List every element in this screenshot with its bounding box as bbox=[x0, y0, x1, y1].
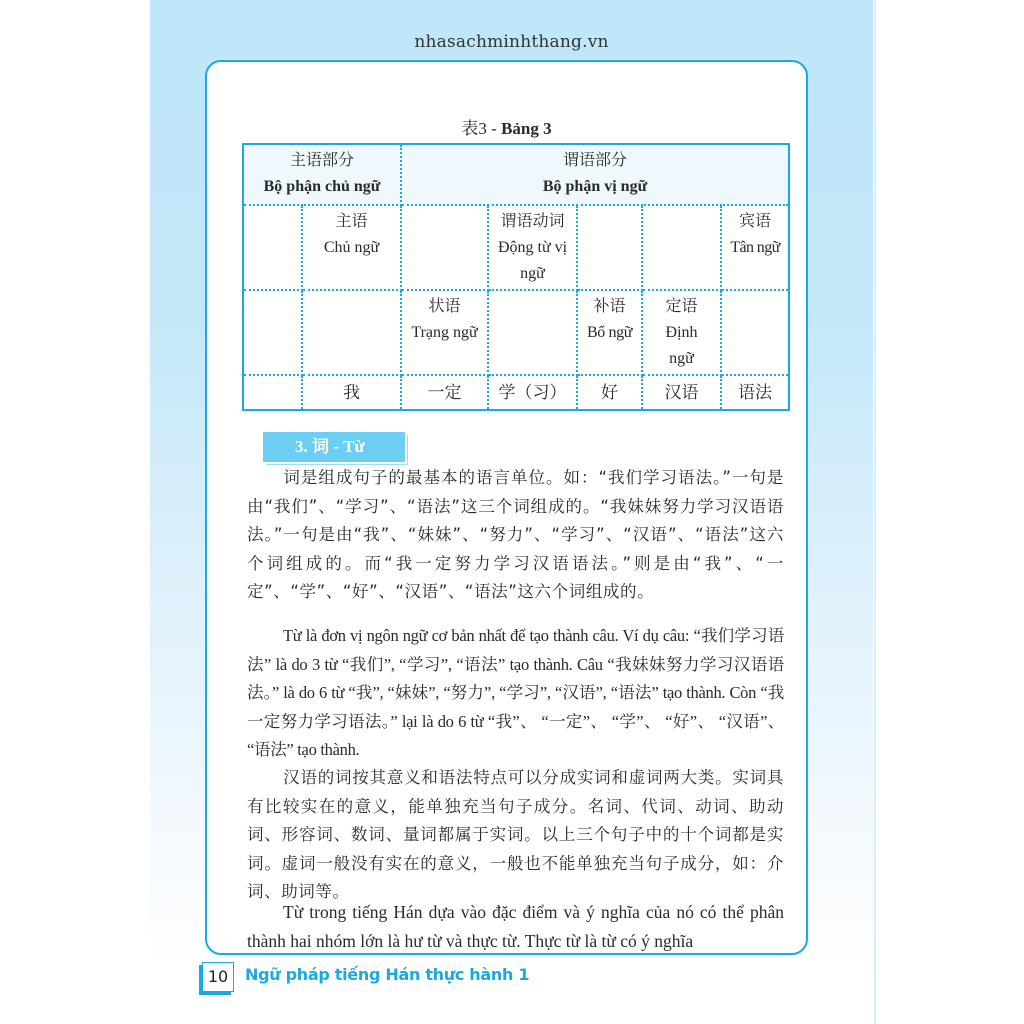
cell-vn: Tân ngữ bbox=[730, 239, 780, 256]
predicate-part-vn: Bộ phận vị ngữ bbox=[542, 178, 648, 195]
table-row-example bbox=[243, 375, 789, 410]
table-cell: 汉语 bbox=[642, 375, 721, 410]
site-url: nhasachminhthang.vn bbox=[414, 32, 609, 52]
section-heading: 3. 词 - Từ bbox=[263, 432, 405, 462]
table-cell-verb bbox=[488, 205, 577, 290]
cell-zh: 谓语动词 bbox=[500, 213, 565, 230]
paragraph-4 bbox=[247, 898, 784, 955]
predicate-part-header bbox=[401, 144, 789, 205]
table-cell: 我 bbox=[302, 375, 401, 410]
cell-zh: 状语 bbox=[428, 298, 461, 315]
table-cell bbox=[401, 205, 488, 290]
cell-vn: Định ngữ bbox=[665, 324, 698, 367]
paragraph-3-text: 汉语的词按其意义和语法特点可以分成实词和虚词两大类。实词具有比较实在的意义，能单独充当句子成分。名词、代词、动词、助动词、形容词、数词、量词都属于实词。以上三个句子中的十个词都是实词。虚词一般没有实在的意义，一般也不能单独充当句子成分，如：介词、助词等。 bbox=[247, 768, 784, 901]
cell-zh: 宾语 bbox=[739, 213, 772, 230]
table-cell bbox=[642, 205, 721, 290]
subject-part-zh: 主语部分 bbox=[290, 152, 355, 169]
paragraph-1 bbox=[247, 464, 784, 607]
table-cell bbox=[302, 290, 401, 375]
paragraph-2-text: Từ là đơn vị ngôn ngữ cơ bản nhất để tạo thành câu. Ví dụ câu: “我们学习语法” là do 3 từ “我们”, “学习”, “语法” tạo thành. Câu “我妹妹努力学习汉语语法。” là do 6 từ “我”, “妹妹”, “努力”, “学习”, “汉语”, “语法” tạo thành. Còn “我一定努力学习语法。” lại là do 6 từ “我”、 “一定”、 “学”、 “好”、 “汉语”、 “语法” tạo thành. bbox=[247, 626, 784, 759]
subject-part-header bbox=[243, 144, 401, 205]
table-cell bbox=[577, 205, 642, 290]
cell-vn: Chủ ngữ bbox=[323, 239, 380, 256]
table-caption bbox=[205, 114, 808, 139]
table-cell bbox=[243, 290, 302, 375]
table-cell-object bbox=[721, 205, 789, 290]
table-cell-complement bbox=[577, 290, 642, 375]
cell-zh: 补语 bbox=[593, 298, 626, 315]
table-header-row bbox=[243, 144, 789, 205]
paragraph-4-text: Từ trong tiếng Hán dựa vào đặc điểm và ý nghĩa của nó có thể phân thành hai nhóm lớn là hư từ và thực từ. Thực từ là từ có ý nghĩa bbox=[247, 902, 784, 951]
table-row bbox=[243, 290, 789, 375]
cell-vn: Bổ ngữ bbox=[587, 324, 632, 341]
table-caption-vn: Bảng 3 bbox=[501, 119, 552, 138]
predicate-part-zh: 谓语部分 bbox=[563, 152, 628, 169]
page-number: 10 bbox=[202, 962, 234, 992]
table-cell-adverbial bbox=[401, 290, 488, 375]
cell-vn: Trạng ngữ bbox=[411, 324, 478, 341]
table-caption-zh: 表3 - bbox=[461, 119, 502, 138]
table-cell: 一定 bbox=[401, 375, 488, 410]
table-row bbox=[243, 205, 789, 290]
table-cell bbox=[488, 290, 577, 375]
table-cell: 学（习） bbox=[488, 375, 577, 410]
table-cell: 好 bbox=[577, 375, 642, 410]
cell-zh: 定语 bbox=[665, 298, 698, 315]
paragraph-2 bbox=[247, 622, 784, 765]
grammar-table bbox=[242, 143, 790, 411]
table-cell-subject bbox=[302, 205, 401, 290]
table-cell bbox=[243, 205, 302, 290]
table-cell-attributive bbox=[642, 290, 721, 375]
cell-zh: 主语 bbox=[335, 213, 368, 230]
subject-part-vn: Bộ phận chủ ngữ bbox=[263, 178, 381, 195]
table-cell bbox=[721, 290, 789, 375]
table-cell: 语法 bbox=[721, 375, 789, 410]
paragraph-3 bbox=[247, 764, 784, 907]
cell-vn: Động từ vị ngữ bbox=[497, 239, 568, 282]
paragraph-1-text: 词是组成句子的最基本的语言单位。如：“我们学习语法。”一句是由“我们”、“学习”、“语法”这三个词组成的。“我妹妹努力学习汉语语法。”一句是由“我”、“妹妹”、“努力”、“学习”、“汉语”、“语法”这六个词组成的。而“我一定努力学习汉语语法。”则是由“我”、“一定”、“学”、“好”、“汉语”、“语法”这六个词组成的。 bbox=[247, 468, 784, 601]
book-title: Ngữ pháp tiếng Hán thực hành 1 bbox=[245, 965, 530, 984]
table-cell bbox=[243, 375, 302, 410]
